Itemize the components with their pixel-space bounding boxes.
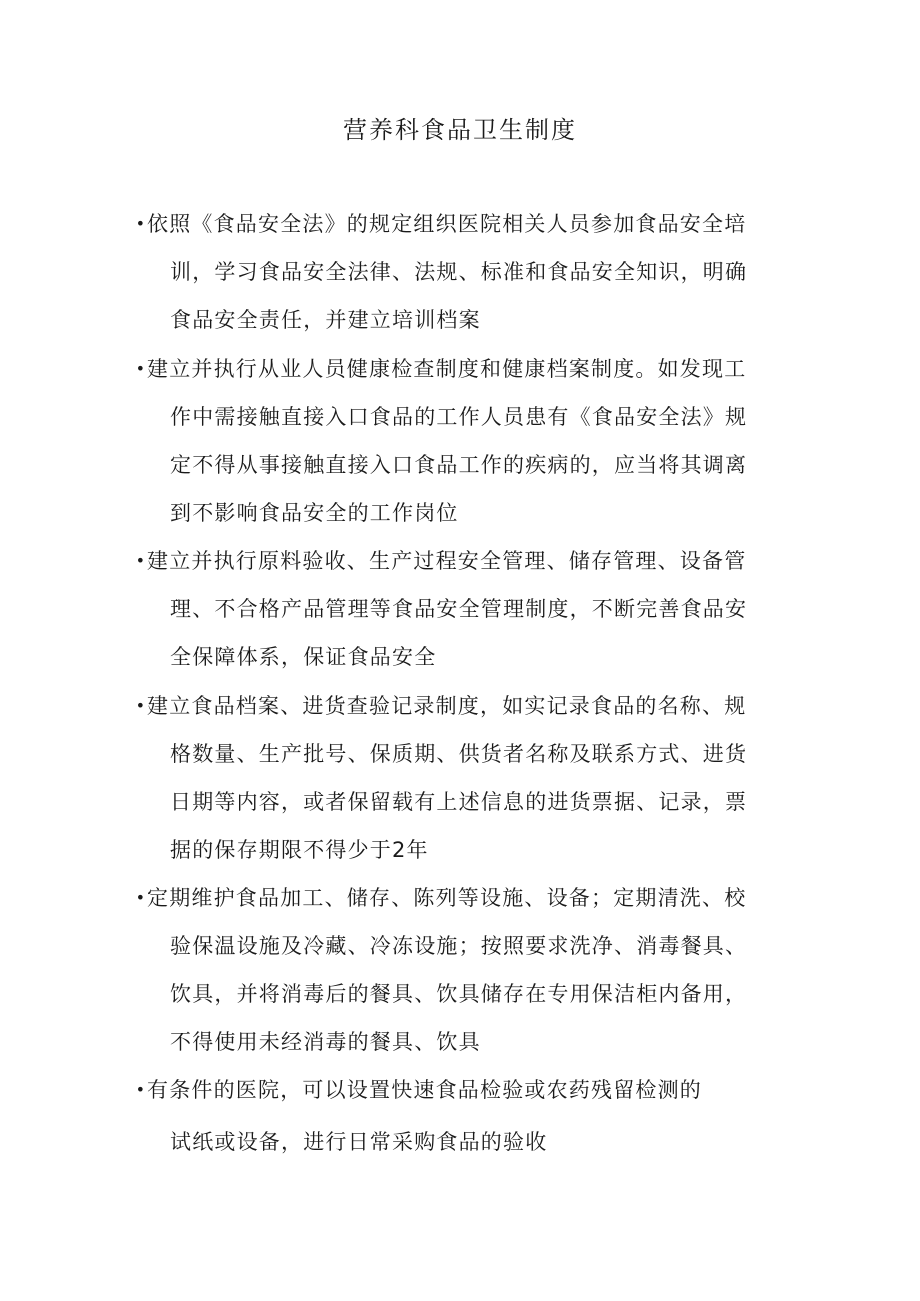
list-item-line: •建立食品档案、进货查验记录制度，如实记录食品的名称、规 xyxy=(135,682,785,730)
bullet-icon: • xyxy=(135,359,147,378)
bullet-icon: • xyxy=(135,1080,147,1099)
list-item-line: 验保温设施及冷藏、冷冻设施；按照要求洗净、消毒餐具、 xyxy=(170,934,748,958)
list-item xyxy=(135,682,785,874)
list-item-line: •有条件的医院，可以设置快速食品检验或农药残留检测的 xyxy=(135,1066,785,1114)
list-item-line: 训，学习食品安全法律、法规、标准和食品安全知识，明确 xyxy=(170,260,748,284)
list-item xyxy=(135,200,785,344)
list-item-line: •依照《食品安全法》的规定组织医院相关人员参加食品安全培 xyxy=(135,200,785,248)
list-item-line: 理、不合格产品管理等食品安全管理制度，不断完善食品安 xyxy=(170,597,748,621)
list-item-line: •建立并执行从业人员健康检查制度和健康档案制度。如发现工 xyxy=(135,345,785,393)
list-item-line: 作中需接触直接入口食品的工作人员患有《食品安全法》规 xyxy=(170,405,748,429)
list-item-line: 据的保存期限不得少于2年 xyxy=(170,838,429,862)
list-item-line: 全保障体系，保证食品安全 xyxy=(170,645,437,669)
list-item-line: 日期等内容，或者保留载有上述信息的进货票据、记录，票 xyxy=(170,790,748,814)
list-item-line: •定期维护食品加工、储存、陈列等设施、设备；定期清洗、校 xyxy=(135,874,785,922)
list-item-line: 定不得从事接触直接入口食品工作的疾病的，应当将其调离 xyxy=(170,453,748,477)
bullet-icon: • xyxy=(135,551,147,570)
list-item xyxy=(135,874,785,1066)
bullet-icon: • xyxy=(135,888,147,907)
page-title: 营养科食品卫生制度 xyxy=(343,116,577,144)
bullet-icon: • xyxy=(135,214,147,233)
list-item-line: 到不影响食品安全的工作岗位 xyxy=(170,501,459,525)
list-item-line: 格数量、生产批号、保质期、供货者名称及联系方式、进货 xyxy=(170,742,748,766)
list-item-line: 食品安全责任，并建立培训档案 xyxy=(170,308,481,332)
list-item xyxy=(135,1066,785,1166)
list-item-line: 饮具，并将消毒后的餐具、饮具储存在专用保洁柜内备用， xyxy=(170,982,748,1006)
list-item-line: 试纸或设备，进行日常采购食品的验收 xyxy=(170,1130,548,1154)
bullet-icon: • xyxy=(135,696,147,715)
list-item-line: •建立并执行原料验收、生产过程安全管理、储存管理、设备管 xyxy=(135,537,785,585)
list-item xyxy=(135,345,785,537)
list-item xyxy=(135,537,785,681)
list-item-line: 不得使用未经消毒的餐具、饮具 xyxy=(170,1030,481,1054)
